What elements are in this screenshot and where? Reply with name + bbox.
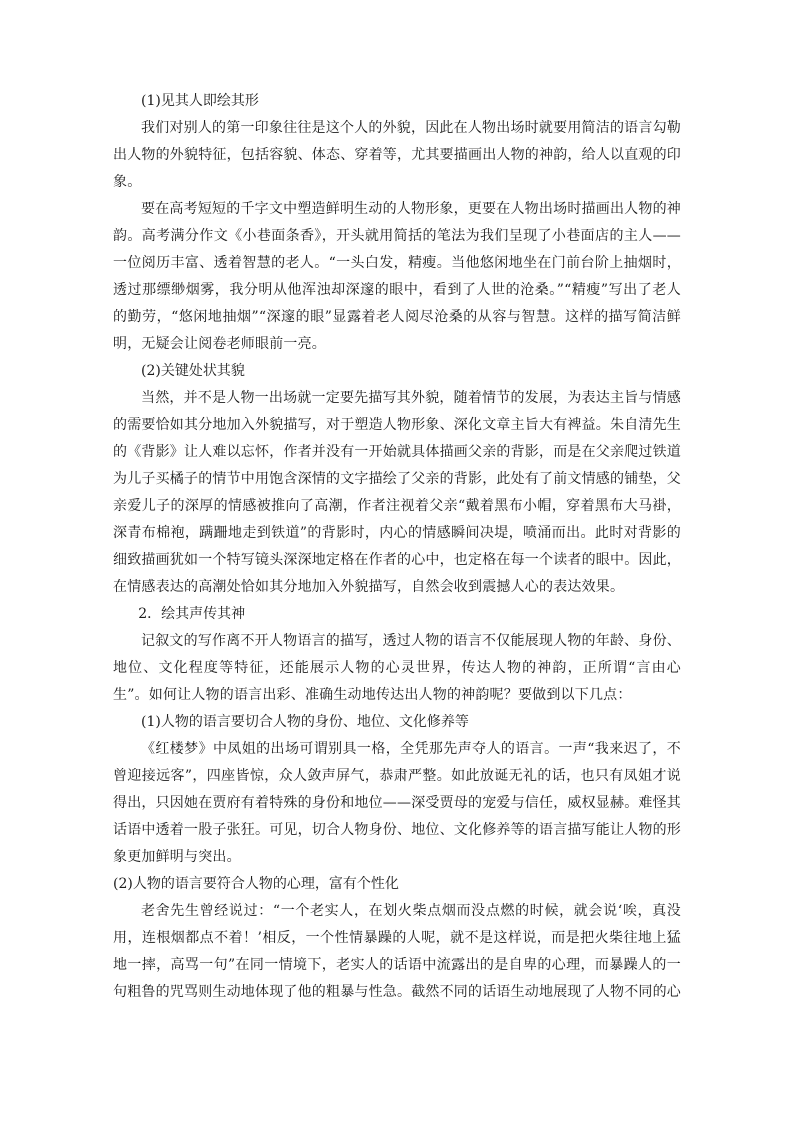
document-page <box>113 88 681 1006</box>
section-heading: 2．绘其声传其神 <box>138 606 246 622</box>
paragraph: 要在高考短短的千字文中塑造鲜明生动的人物形象，更要在人物出场时描画出人物的神韵。高考满分作文《小巷面条香》，开头就用简括的笔法为我们呈现了小巷面店的主人——一位阅历丰富、透着智慧的老人。“一头白发，精瘦。当他悠闲地坐在门前台阶上抽烟时，透过那缥缈烟雾，我分明从他浑浊却深邃的眼中，看到了人世的沧桑。”“精瘦”写出了老人的勤劳，“悠闲地抽烟”“深邃的眼”显露着老人阅尽沧桑的从容与智慧。这样的描写简洁鲜明，无疑会让阅卷老师眼前一亮。 <box>113 201 681 352</box>
paragraph: 我们对别人的第一印象往往是这个人的外貌，因此在人物出场时就要用简洁的语言勾勒出人物的外貌特征，包括容貌、体态、穿着等，尤其要描画出人物的神韵，给人以直观的印象。 <box>113 120 681 190</box>
paragraph: 老舍先生曾经说过：“一个老实人，在划火柴点烟而没点燃的时候，就会说‘唉，真没用，连根烟都点不着！’相反，一个性情暴躁的人呢，就不是这样说，而是把火柴往地上猛地一摔，高骂一句”在同一情境下，老实人的话语中流露出的是自卑的心理，而暴躁人的一句粗鲁的咒骂则生动地体现了他的粗暴与性急。截然不同的话语生动地展现了人物不同的心 <box>113 903 681 1000</box>
section-heading: (2)人物的语言要符合人物的心理，富有个性化 <box>113 876 399 892</box>
paragraph: 《红楼梦》中凤姐的出场可谓别具一格，全凭那先声夺人的语言。一声“我来迟了，不曾迎接远客”，四座皆惊，众人敛声屏气，恭肃严整。如此放诞无礼的话，也只有凤姐才说得出，只因她在贾府有着特殊的身份和地位——深受贾母的宠爱与信任，威权显赫。难怪其话语中透着一股子张狂。可见，切合人物身份、地位、文化修养等的语言描写能让人物的形象更加鲜明与突出。 <box>113 741 681 865</box>
section-heading: (1)见其人即绘其形 <box>141 93 259 109</box>
section-heading: (2)关键处状其貌 <box>141 363 245 379</box>
section-heading: (1)人物的语言要切合人物的身份、地位、文化修养等 <box>141 714 469 730</box>
paragraph: 当然，并不是人物一出场就一定要先描写其外貌，随着情节的发展，为表达主旨与情感的需要恰如其分地加入外貌描写，对于塑造人物形象、深化文章主旨大有裨益。朱自清先生的《背影》让人难以忘怀，作者并没有一开始就具体描画父亲的背影，而是在父亲爬过铁道为儿子买橘子的情节中用饱含深情的文字描绘了父亲的背影，此处有了前文情感的铺垫，父亲爱儿子的深厚的情感被推向了高潮，作者注视着父亲“戴着黑布小帽，穿着黑布大马褂，深青布棉袍，蹒跚地走到铁道”的背影时，内心的情感瞬间决堤，喷涌而出。此时对背影的细致描画犹如一个特写镜头深深地定格在作者的心中，也定格在每一个读者的眼中。因此，在情感表达的高潮处恰如其分地加入外貌描写，自然会收到震撼人心的表达效果。 <box>113 390 681 595</box>
paragraph: 记叙文的写作离不开人物语言的描写，透过人物的语言不仅能展现人物的年龄、身份、地位、文化程度等特征，还能展示人物的心灵世界，传达人物的神韵，正所谓“言由心生”。如何让人物的语言出彩、准确生动地传达出人物的神韵呢？要做到以下几点： <box>113 633 681 703</box>
